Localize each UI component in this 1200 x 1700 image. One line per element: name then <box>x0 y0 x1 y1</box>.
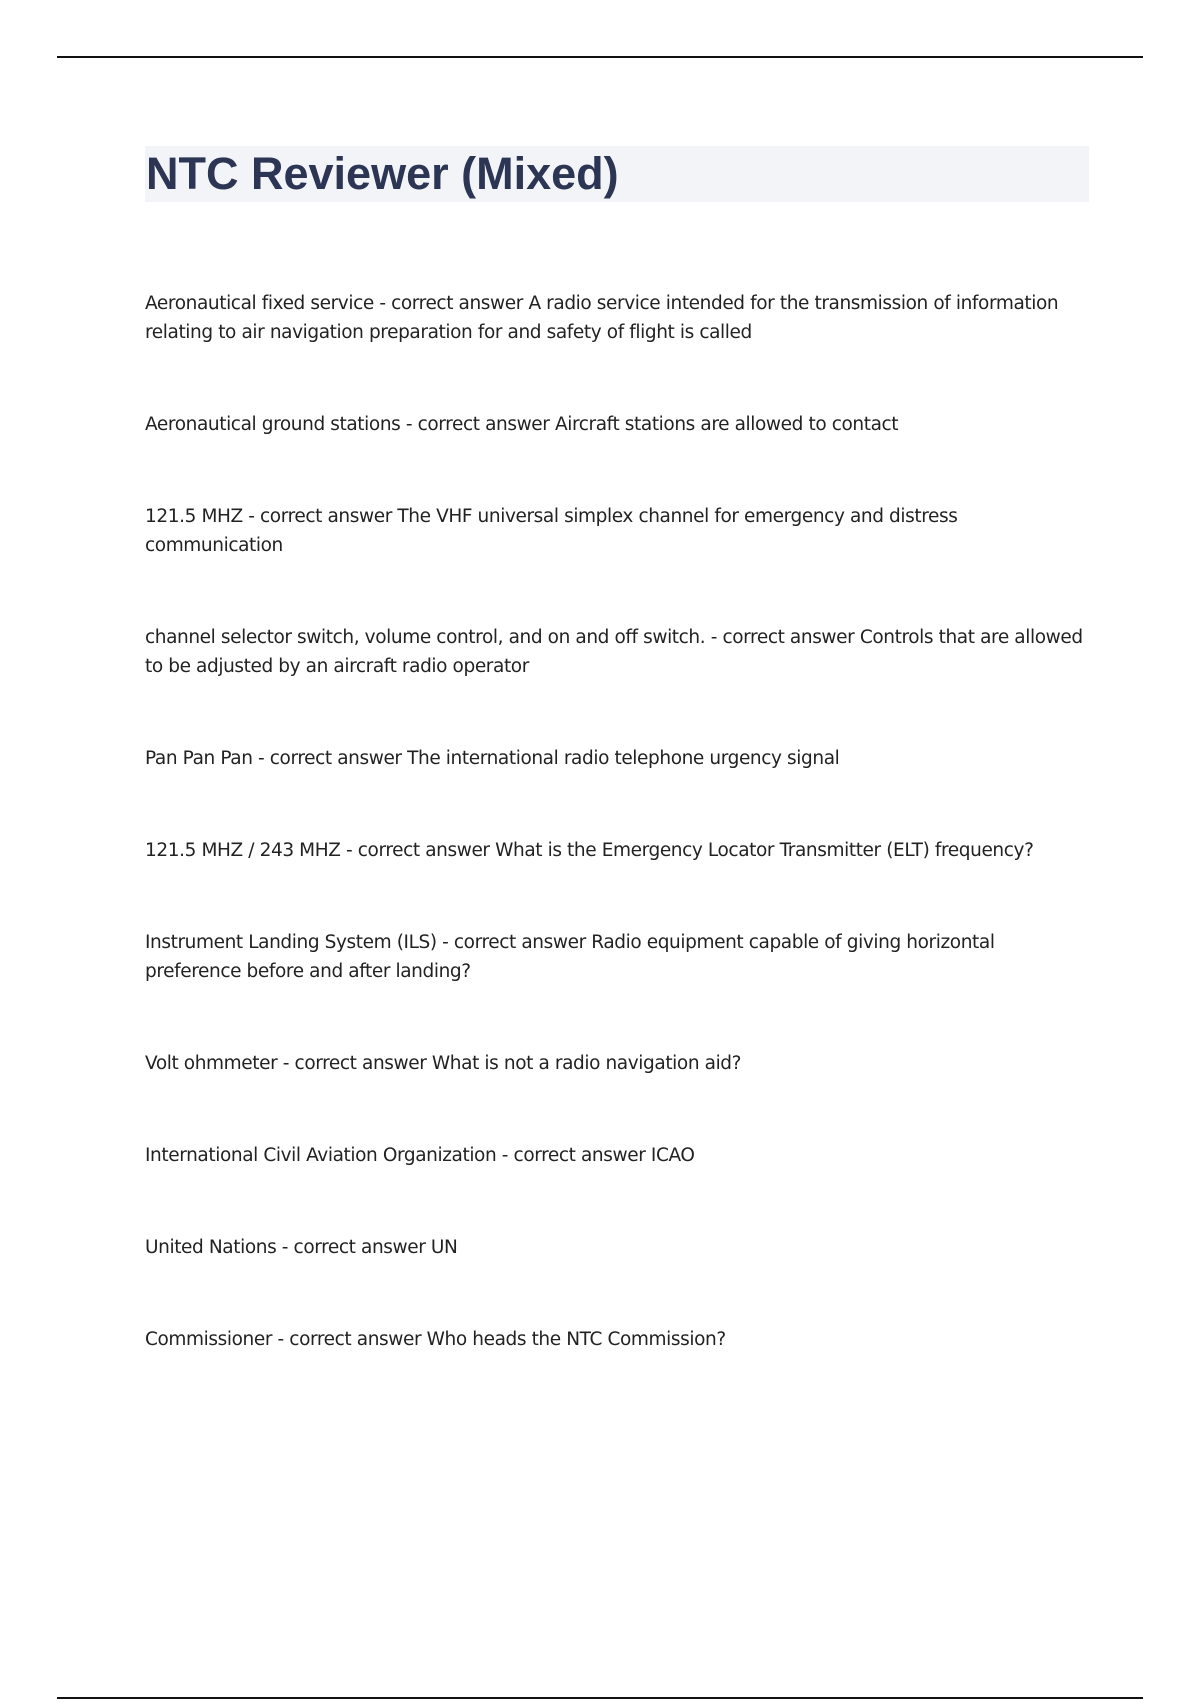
qa-list <box>145 289 1085 1354</box>
qa-item: International Civil Aviation Organization - correct answer ICAO <box>145 1145 695 1166</box>
qa-item: Aeronautical fixed service - correct answer A radio service intended for the transmission of information relating to air navigation preparation for and safety of flight is called <box>145 293 1059 343</box>
qa-item: Instrument Landing System (ILS) - correct answer Radio equipment capable of giving horizontal preference before and after landing? <box>145 932 995 982</box>
qa-item: Volt ohmmeter - correct answer What is not a radio navigation aid? <box>145 1053 742 1074</box>
qa-item: channel selector switch, volume control, and on and off switch. - correct answer Controls that are allowed to be adjusted by an aircraft radio operator <box>145 627 1083 677</box>
document-title: NTC Reviewer (Mixed) <box>146 148 619 199</box>
qa-item: Commissioner - correct answer Who heads the NTC Commission? <box>145 1329 726 1350</box>
qa-item: 121.5 MHZ / 243 MHZ - correct answer What is the Emergency Locator Transmitter (ELT) frequency? <box>145 840 1034 861</box>
qa-item: 121.5 MHZ - correct answer The VHF universal simplex channel for emergency and distress communication <box>145 506 958 556</box>
qa-item: United Nations - correct answer UN <box>145 1237 458 1258</box>
qa-item: Aeronautical ground stations - correct answer Aircraft stations are allowed to contact <box>145 414 899 435</box>
top-rule <box>57 56 1143 58</box>
qa-item: Pan Pan Pan - correct answer The international radio telephone urgency signal <box>145 748 840 769</box>
bottom-rule <box>57 1697 1143 1699</box>
